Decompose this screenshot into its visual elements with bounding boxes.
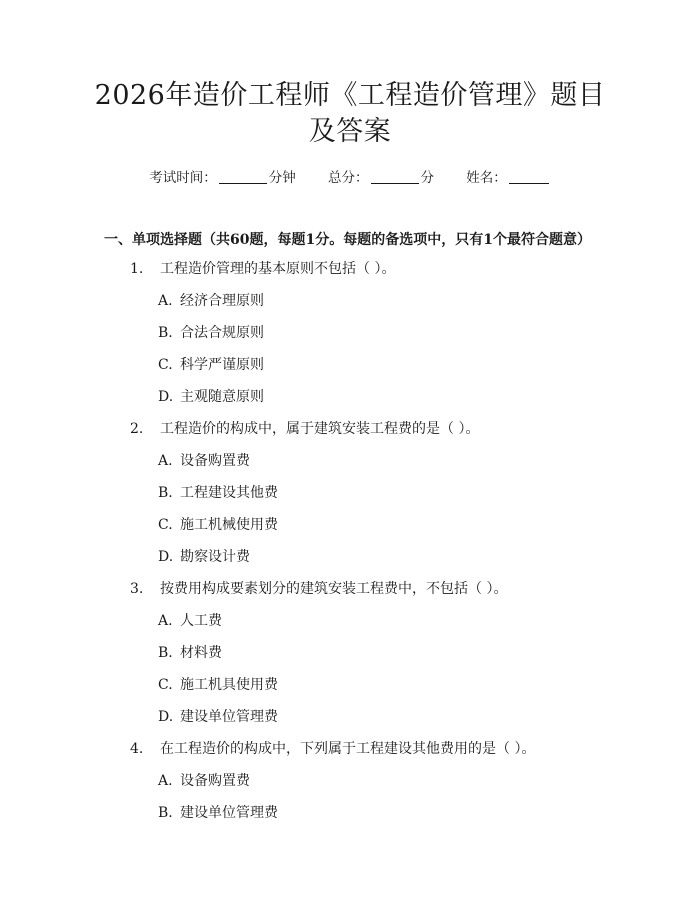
option-3a[interactable]: [158, 611, 222, 631]
question-number: 1.: [130, 261, 144, 277]
option-2b[interactable]: [158, 483, 278, 503]
option-1a[interactable]: [158, 291, 264, 311]
option-text: 勘察设计费: [180, 549, 250, 565]
option-letter: B.: [158, 485, 173, 501]
option-text: 设备购置费: [180, 773, 250, 789]
question-number: 4.: [130, 741, 144, 757]
question-stem: 工程造价的构成中，属于建筑安装工程费的是（ ）。: [160, 421, 480, 437]
question-stem: 工程造价管理的基本原则不包括（ ）。: [160, 261, 396, 277]
option-2a[interactable]: [158, 451, 250, 471]
option-text: 科学严谨原则: [180, 357, 264, 373]
exam-time-label: 考试时间：: [149, 170, 217, 186]
option-text: 施工机械使用费: [180, 517, 278, 533]
question-3: [130, 579, 507, 599]
section-heading: 一、单项选择题（共60题，每题1分。每题的备选项中，只有1个最符合题意）: [104, 232, 591, 248]
name-label: 姓名：: [466, 170, 507, 186]
option-text: 主观随意原则: [180, 389, 264, 405]
option-letter: D.: [158, 709, 174, 725]
question-stem: 在工程造价的构成中，下列属于工程建设其他费用的是（ ）。: [160, 741, 536, 757]
option-text: 建设单位管理费: [180, 805, 278, 821]
option-text: 合法合规原则: [180, 325, 264, 341]
option-text: 建设单位管理费: [180, 709, 278, 725]
question-1: [130, 259, 395, 279]
option-letter: B.: [158, 325, 173, 341]
question-number: 3.: [130, 581, 144, 597]
question-2: [130, 419, 479, 439]
option-text: 设备购置费: [180, 453, 250, 469]
option-letter: A.: [158, 773, 173, 789]
option-letter: A.: [158, 613, 173, 629]
option-text: 经济合理原则: [180, 293, 264, 309]
option-3d[interactable]: [158, 707, 278, 727]
option-1d[interactable]: [158, 387, 264, 407]
option-4b[interactable]: [158, 803, 278, 823]
question-stem: 按费用构成要素划分的建筑安装工程费中，不包括（ ）。: [160, 581, 508, 597]
option-letter: B.: [158, 805, 173, 821]
option-text: 工程建设其他费: [180, 485, 278, 501]
option-letter: D.: [158, 549, 174, 565]
option-letter: D.: [158, 389, 174, 405]
option-letter: B.: [158, 645, 173, 661]
option-text: 施工机具使用费: [180, 677, 278, 693]
option-text: 材料费: [180, 645, 222, 661]
option-text: 人工费: [180, 613, 222, 629]
option-letter: C.: [158, 357, 173, 373]
option-2c[interactable]: [158, 515, 278, 535]
option-3c[interactable]: [158, 675, 278, 695]
document-title: 2026年造价工程师《工程造价管理》题目及答案: [94, 80, 606, 147]
option-2d[interactable]: [158, 547, 250, 567]
option-1c[interactable]: [158, 355, 264, 375]
option-letter: C.: [158, 517, 173, 533]
exam-time-suffix: 分钟: [268, 170, 296, 186]
option-letter: A.: [158, 453, 173, 469]
question-number: 2.: [130, 421, 144, 437]
option-4a[interactable]: [158, 771, 250, 791]
option-letter: A.: [158, 293, 173, 309]
option-letter: C.: [158, 677, 173, 693]
option-3b[interactable]: [158, 643, 222, 663]
question-4: [130, 739, 535, 759]
option-1b[interactable]: [158, 323, 264, 343]
total-score-suffix: 分: [420, 170, 434, 186]
total-score-label: 总分：: [328, 170, 369, 186]
